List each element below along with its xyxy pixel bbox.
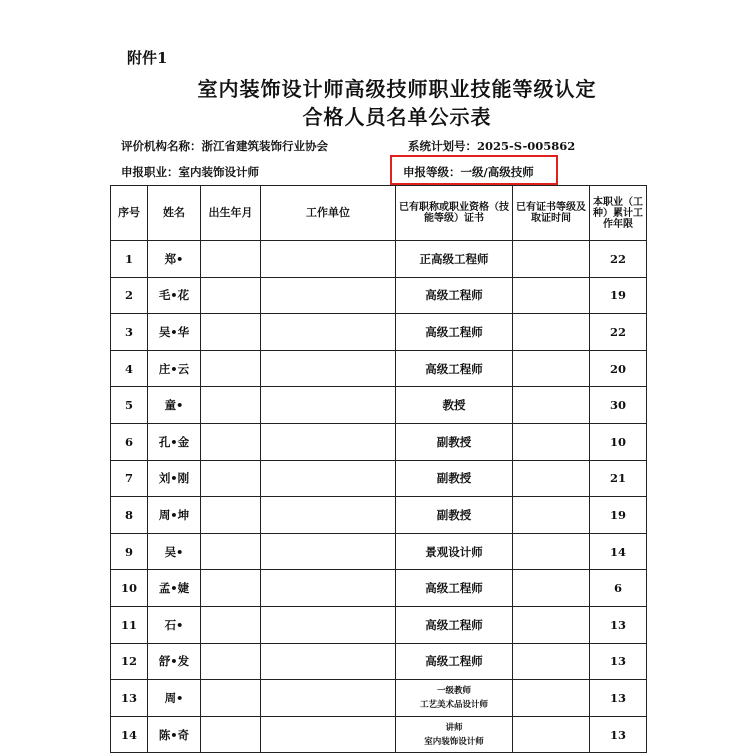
row-certificate: 副教授 (396, 460, 513, 497)
row-years: 19 (590, 277, 647, 314)
row-work-unit (261, 350, 396, 387)
header-no: 序号 (111, 186, 148, 241)
row-birth (201, 643, 261, 680)
table-row (111, 241, 647, 278)
row-birth (201, 570, 261, 607)
row-birth (201, 533, 261, 570)
row-name: 庄•云 (148, 350, 201, 387)
header-birth: 出生年月 (201, 186, 261, 241)
table-row (111, 350, 647, 387)
row-certificate: 高级工程师 (396, 314, 513, 351)
level-highlight-box (390, 155, 558, 185)
row-name: 周• (148, 680, 201, 717)
row-work-unit (261, 716, 396, 753)
header-certificate-time: 已有证书等级及取证时间 (513, 186, 590, 241)
table-header-row (111, 186, 647, 241)
row-years: 13 (590, 606, 647, 643)
row-certificate: 高级工程师 (396, 643, 513, 680)
row-years: 13 (590, 716, 647, 753)
row-certificate: 高级工程师 (396, 606, 513, 643)
row-work-unit (261, 387, 396, 424)
row-number: 14 (111, 716, 148, 753)
row-certificate-time (513, 606, 590, 643)
row-name: 毛•花 (148, 277, 201, 314)
row-birth (201, 497, 261, 534)
row-certificate-time (513, 497, 590, 534)
row-certificate (396, 716, 513, 753)
header-years: 本职业（工种）累计工作年限 (590, 186, 647, 241)
row-work-unit (261, 643, 396, 680)
row-birth (201, 606, 261, 643)
row-name: 童• (148, 387, 201, 424)
row-certificate: 副教授 (396, 423, 513, 460)
row-years: 30 (590, 387, 647, 424)
row-birth (201, 460, 261, 497)
row-certificate-line2: 工艺美术品设计师 (419, 699, 488, 710)
table-row (111, 716, 647, 753)
row-certificate-time (513, 716, 590, 753)
row-work-unit (261, 423, 396, 460)
header-certificate: 已有职称或职业资格（技能等级）证书 (396, 186, 513, 241)
row-birth (201, 350, 261, 387)
qualified-personnel-table (110, 185, 647, 753)
row-certificate-time (513, 643, 590, 680)
row-certificate-time (513, 680, 590, 717)
row-work-unit (261, 606, 396, 643)
row-certificate-time (513, 387, 590, 424)
row-certificate-time (513, 314, 590, 351)
row-years: 19 (590, 497, 647, 534)
row-certificate: 高级工程师 (396, 570, 513, 607)
row-name: 周•坤 (148, 497, 201, 534)
occupation-label: 申报职业：室内装饰设计师 (121, 165, 259, 179)
row-number: 12 (111, 643, 148, 680)
row-number: 13 (111, 680, 148, 717)
attachment-label: 附件1 (127, 49, 168, 67)
row-name: 舒•发 (148, 643, 201, 680)
row-number: 6 (111, 423, 148, 460)
row-birth (201, 423, 261, 460)
row-work-unit (261, 680, 396, 717)
table-row (111, 277, 647, 314)
table-row (111, 460, 647, 497)
row-years: 22 (590, 314, 647, 351)
row-work-unit (261, 277, 396, 314)
row-certificate: 高级工程师 (396, 277, 513, 314)
row-number: 1 (111, 241, 148, 278)
row-number: 4 (111, 350, 148, 387)
table-row (111, 643, 647, 680)
row-years: 14 (590, 533, 647, 570)
row-work-unit (261, 570, 396, 607)
row-name: 郑• (148, 241, 201, 278)
row-name: 吴• (148, 533, 201, 570)
row-certificate-time (513, 277, 590, 314)
row-birth (201, 716, 261, 753)
row-certificate-time (513, 533, 590, 570)
row-name: 孔•金 (148, 423, 201, 460)
row-certificate: 副教授 (396, 497, 513, 534)
row-name: 刘•刚 (148, 460, 201, 497)
row-birth (201, 387, 261, 424)
org-label: 评价机构名称：浙江省建筑装饰行业协会 (121, 139, 328, 153)
row-number: 10 (111, 570, 148, 607)
table-row (111, 533, 647, 570)
row-work-unit (261, 497, 396, 534)
row-years: 13 (590, 680, 647, 717)
row-birth (201, 680, 261, 717)
row-years: 22 (590, 241, 647, 278)
row-work-unit (261, 314, 396, 351)
row-certificate-time (513, 241, 590, 278)
row-number: 11 (111, 606, 148, 643)
row-work-unit (261, 533, 396, 570)
row-certificate: 正高级工程师 (396, 241, 513, 278)
row-number: 8 (111, 497, 148, 534)
level-label: 申报等级：一级/高级技师 (403, 165, 534, 179)
table-row (111, 497, 647, 534)
table-row (111, 680, 647, 717)
row-number: 2 (111, 277, 148, 314)
header-work-unit: 工作单位 (261, 186, 396, 241)
row-certificate-time (513, 350, 590, 387)
row-number: 9 (111, 533, 148, 570)
row-years: 6 (590, 570, 647, 607)
row-name: 石• (148, 606, 201, 643)
row-certificate (396, 680, 513, 717)
table-row (111, 606, 647, 643)
plan-number: 系统计划号：2025-S-005862 (408, 139, 576, 153)
row-work-unit (261, 460, 396, 497)
row-years: 10 (590, 423, 647, 460)
row-birth (201, 241, 261, 278)
row-certificate: 景观设计师 (396, 533, 513, 570)
row-years: 13 (590, 643, 647, 680)
row-certificate-line1: 讲师 (445, 722, 463, 733)
row-certificate: 教授 (396, 387, 513, 424)
row-work-unit (261, 241, 396, 278)
row-years: 20 (590, 350, 647, 387)
row-birth (201, 277, 261, 314)
table-row (111, 387, 647, 424)
row-number: 3 (111, 314, 148, 351)
row-certificate: 高级工程师 (396, 350, 513, 387)
document-subtitle: 合格人员名单公示表 (302, 105, 492, 129)
table-row (111, 423, 647, 460)
table-row (111, 314, 647, 351)
table-row (111, 570, 647, 607)
row-certificate-line2: 室内装饰设计师 (424, 736, 484, 747)
row-certificate-time (513, 460, 590, 497)
row-certificate-time (513, 423, 590, 460)
row-number: 5 (111, 387, 148, 424)
row-certificate-line1: 一级教师 (436, 685, 471, 696)
header-name: 姓名 (148, 186, 201, 241)
row-years: 21 (590, 460, 647, 497)
table-body (111, 241, 647, 753)
row-certificate-time (513, 570, 590, 607)
row-name: 孟•婕 (148, 570, 201, 607)
row-number: 7 (111, 460, 148, 497)
row-birth (201, 314, 261, 351)
row-name: 陈•奇 (148, 716, 201, 753)
row-name: 吴•华 (148, 314, 201, 351)
document-title: 室内装饰设计师高级技师职业技能等级认定 (197, 77, 597, 101)
